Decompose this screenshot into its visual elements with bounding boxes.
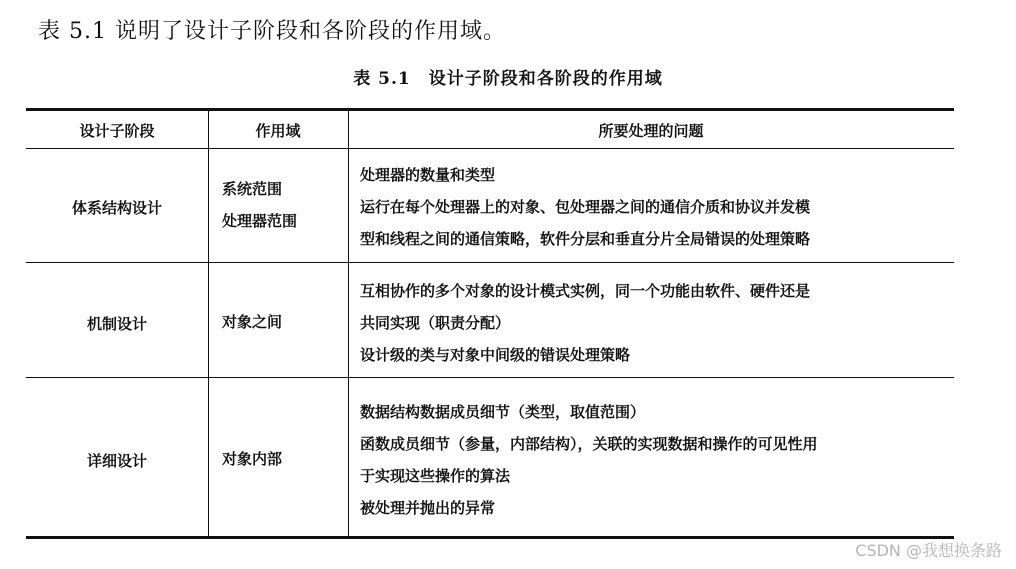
issue-line: 数据结构数据成员细节（类型，取值范围） xyxy=(360,403,646,421)
issue-line: 设计级的类与对象中间级的错误处理策略 xyxy=(360,346,631,364)
row-issues xyxy=(360,159,810,255)
row-phase: 体系结构设计 xyxy=(71,199,162,217)
row-phase: 详细设计 xyxy=(86,452,147,470)
table-top-rule xyxy=(26,108,954,111)
scope-line: 对象内部 xyxy=(222,450,283,468)
table-caption-title: 设计子阶段和各阶段的作用域 xyxy=(428,69,663,89)
table-caption-number: 表 5.1 xyxy=(353,69,411,89)
table-header-rule xyxy=(26,148,954,149)
table-column-divider xyxy=(348,110,349,537)
row-scope xyxy=(222,173,297,237)
table-header-phase: 设计子阶段 xyxy=(79,122,155,140)
table-row-divider xyxy=(26,377,954,378)
issue-line: 被处理并抛出的异常 xyxy=(360,499,496,517)
row-scope xyxy=(222,306,282,338)
table-bottom-rule xyxy=(26,536,954,539)
issue-line: 互相协作的多个对象的设计模式实例，同一个功能由软件、硬件还是 xyxy=(360,282,811,300)
issue-line: 处理器的数量和类型 xyxy=(360,166,496,184)
scope-line: 处理器范围 xyxy=(222,212,298,230)
row-scope xyxy=(222,443,282,475)
table-caption xyxy=(0,64,1016,89)
row-issues xyxy=(360,275,810,371)
scope-line: 对象之间 xyxy=(222,313,283,331)
table-column-divider xyxy=(208,110,209,537)
issue-line: 于实现这些操作的算法 xyxy=(360,467,511,485)
issue-line: 型和线程之间的通信策略，软件分层和垂直分片全局错误的处理策略 xyxy=(360,230,811,248)
table-header-issues: 所要处理的问题 xyxy=(598,122,704,140)
intro-text: 表 5.1 说明了设计子阶段和各阶段的作用域。 xyxy=(38,19,506,44)
row-phase: 机制设计 xyxy=(86,315,147,333)
issue-line: 共同实现（职责分配） xyxy=(360,314,511,332)
table-row-divider xyxy=(26,262,954,263)
issue-line: 函数成员细节（参量，内部结构），关联的实现数据和操作的可见性用 xyxy=(360,435,818,453)
watermark: CSDN @我想换条路 xyxy=(855,541,1002,560)
row-issues xyxy=(360,396,818,524)
table-header-scope: 作用域 xyxy=(255,122,301,140)
issue-line: 运行在每个处理器上的对象、包处理器之间的通信介质和协议并发模 xyxy=(360,198,811,216)
scope-line: 系统范围 xyxy=(222,180,283,198)
